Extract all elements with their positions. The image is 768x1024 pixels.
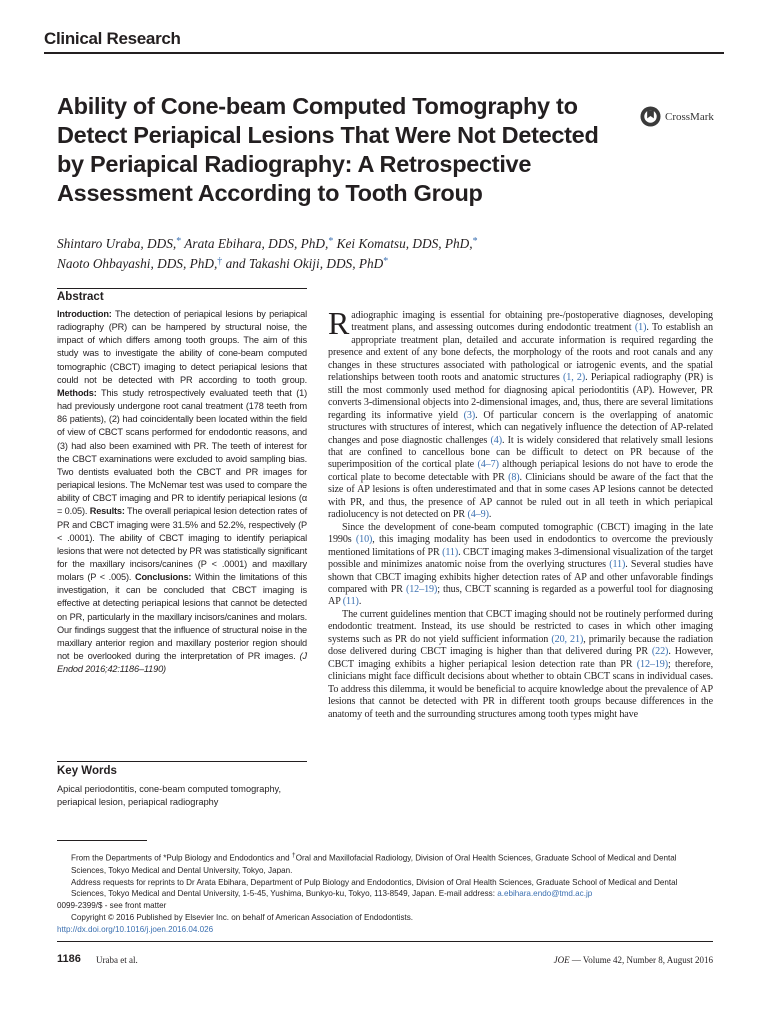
author-separator: and [222, 256, 249, 271]
journal-name: JOE [553, 955, 570, 965]
body-text-run: , this imaging modality has been used in endodontics to overcome the previously mentioned limitations of PR [328, 534, 713, 558]
crossmark-label: CrossMark [665, 110, 714, 123]
body-text-run: . [488, 509, 492, 521]
email-link[interactable]: a.ebihara.endo@tmd.ac.jp [497, 889, 593, 899]
body-text-run: . [358, 596, 362, 608]
paragraph-content [328, 522, 713, 608]
reference-link[interactable]: (8) [508, 471, 520, 483]
reference-link[interactable]: (4–9) [467, 509, 489, 521]
body-text-run: . Clinicians should be aware of the fact that the size of AP lesions is often underestimated and that in some cases AP lesions cannot be detected with PR, and thus, the presence of AP cannot be ruled out in all teeth in which periapical radiolucency is not detected on PR [328, 471, 714, 521]
footnote-reprint [57, 877, 713, 901]
reference-link[interactable]: (12–19) [636, 658, 669, 670]
body-text-run: ; therefore, clinicians might face difficult decisions about whether to obtain CBCT scans in individual cases. To address this dilemma, it would be beneficial to acquire knowledge about the prevalence of AP lesions that cannot be detected with PR in different tooth groups because differences in the anatomy of teeth and the surrounding structures among tooth types might have [328, 658, 713, 720]
crossmark-icon [640, 106, 661, 127]
article-title: Ability of Cone-beam Computed Tomography to Detect Periapical Lesions That Were Not Detected by Periapical Radiography: A Retrospective Assessment According to Tooth Group [57, 93, 599, 206]
abstract-conclusions: Within the limitations of this investigation, it can be concluded that CBCT imaging is effective at detecting periapical lesions that cannot be detected on PR, particularly in the maxillary incisors/canines and molars. Our findings suggest that the influence of structural noise in the maxillary anterior region and maxillary posterior region should not be overlooked during the interpretation of PR images. [57, 572, 307, 662]
reference-link[interactable]: (11) [609, 559, 626, 571]
abstract-rule [57, 288, 307, 289]
reference-link[interactable]: (1, 2) [562, 372, 586, 384]
reference-link[interactable]: (3) [463, 409, 476, 421]
footnote-rule [57, 840, 147, 841]
reference-link[interactable]: (10) [355, 534, 373, 546]
abstract-intro: The detection of periapical lesions by periapical radiography (PR) can be hampered by structural noise, the impact of which differs among tooth groups. The aim of this study was to investigate the ability of cone-beam computed tomographic (CBCT) imaging to detect periapical lesions that could not be detected with PR according to tooth group. [57, 309, 307, 385]
footnote-affiliation [57, 850, 713, 877]
author-name: Shintaro Uraba, DDS, [57, 236, 177, 251]
author-affiliation-mark: † [217, 256, 223, 267]
body-text-run: adiographic imaging is essential for obtaining pre-/postoperative diagnoses, developing treatment plans, and assessing outcomes during endodontic treatment [351, 310, 713, 334]
reference-link[interactable]: (22) [651, 646, 669, 658]
reference-link[interactable]: (12–19) [405, 583, 438, 595]
keywords-list: Apical periodontitis, cone-beam computed tomography, periapical lesion, periapical radiography [57, 784, 282, 808]
author-affiliation-mark: * [383, 256, 389, 267]
keywords-heading: Key Words [57, 765, 117, 777]
body-text-run: , primarily because the radiation dose delivered during CBCT imaging is higher than that delivered during PR [328, 633, 713, 658]
body-text-run: Since the development of cone-beam computed tomographic (CBCT) imaging in the late 1990s [328, 521, 713, 546]
article-body [328, 305, 714, 721]
affiliation-mark: † [291, 852, 296, 859]
abstract-body [57, 308, 307, 676]
author-affiliation-mark: * [328, 236, 334, 247]
journal-info [554, 955, 713, 965]
reference-link[interactable]: (4) [490, 434, 502, 446]
reference-link[interactable]: (20, 21) [551, 633, 584, 645]
abstract-results: The overall periapical lesion detection rates of PR and CBCT imaging were 31.5% and 52.2%, respectively (P < .0001). The ability of CBCT imaging to identify periapical lesions that were not detected by PR was statistically significant for the maxillary incisors/canines (P < .0001) and maxillary molars (P < .005). [57, 506, 307, 583]
body-paragraph [328, 305, 714, 522]
journal-volume: — Volume 42, Number 8, August 2016 [569, 955, 713, 965]
paragraph-content [328, 609, 713, 720]
drop-cap: R [328, 305, 350, 341]
body-text-run: . CBCT imaging makes 3-dimensional visualization of the target possible and minimizes anatomic noise from the overlying structures [328, 546, 714, 571]
affiliation-text: From the Departments of *Pulp Biology and Endodontics and [71, 853, 292, 863]
reprint-text: Address requests for reprints to Dr Arata Ebihara, Department of Pulp Biology and Endodontics, Division of Oral Health Sciences, Graduate School of Medical and Dental Sciences, Tokyo Medical and Dental University, 1-5-45, Yushima, Bunkyo-ku, Tokyo, 113-8549, Japan. E-mail address: [71, 877, 678, 899]
author-name: Arata Ebihara, DDS, PhD, [184, 236, 329, 251]
section-label: Clinical Research [44, 29, 181, 48]
crossmark-badge[interactable] [640, 106, 714, 127]
reference-link[interactable]: (4–7) [477, 459, 499, 471]
keywords-rule [57, 761, 307, 762]
body-text-run: . It is widely considered that relatively small lesions that are confined to cancellous bone can be difficult to detect on PR because of the superimposition of the cortical plate [328, 434, 714, 471]
reference-link[interactable]: (11) [342, 596, 359, 608]
doi-link[interactable]: http://dx.doi.org/10.1016/j.joen.2016.04.026 [57, 925, 214, 935]
footer-rule [57, 941, 713, 942]
affiliation-text: Oral and Maxillofacial Radiology, Division of Oral Health Sciences, Graduate School of Medical and Dental Sciences, Tokyo Medical and Dental University, Tokyo, Japan. [71, 853, 677, 875]
body-text-run: . To establish an appropriate treatment plan, detailed and accurate information is required regarding the presence and extent of any bone defects, the morphology of the roots and root canals and any changes in these structures associated with pathological or iatrogenic events, and the spatial relationships between tooth roots and anatomic structures [328, 322, 713, 384]
abstract-methods: This study retrospectively evaluated teeth that (1) had previously undergone root canal treatment (178 teeth from 86 patients), (2) had coincidentally been located within the field of view of CBCT scans performed for endodontic reasons, and (3) had also been examined with PR. The teeth of interest for the CBCT examinations were excluded to avoid sampling bias. Two dentists evaluated both the CBCT and PR images for periapical lesions. The McNemar test was used to compare the ability of CBCT imaging and PR to identify periapical lesions (α = 0.05). [57, 387, 307, 517]
abstract-heading: Abstract [57, 291, 104, 303]
body-paragraph [328, 609, 713, 721]
reference-link[interactable]: (11) [442, 546, 459, 558]
page-number: 1186 [57, 953, 81, 965]
reference-link[interactable]: (1) [634, 322, 647, 334]
author-name: Naoto Ohbayashi, DDS, PhD, [57, 256, 218, 271]
abstract-intro-label: Introduction: [57, 309, 112, 319]
body-text-run: . Of particular concern is the overlapping of anatomic structures with structures of interest, which can negatively influence the detection of AP-related changes and pose diagnostic challenges [328, 409, 713, 446]
abstract-conclusions-label: Conclusions: [134, 572, 192, 583]
footnote [57, 850, 713, 936]
author-list [57, 233, 677, 273]
abstract-citation: (J Endod 2016;42:1186–1190) [57, 651, 307, 675]
body-text-run: ; thus, CBCT scanning is regarded as a powerful tool for diagnosing AP [328, 583, 713, 608]
body-text-run: . Several studies have shown that CBCT imaging exhibits higher detection rates of AP and other unfavorable findings compared with PR [328, 559, 713, 595]
author-name: Kei Komatsu, DDS, PhD, [336, 236, 473, 251]
author-name: Takashi Okiji, DDS, PhD [248, 256, 384, 271]
body-paragraph [328, 522, 713, 609]
running-author: Uraba et al. [96, 955, 138, 965]
footnote-issn: 0099-2399/$ - see front matter [57, 901, 167, 911]
body-text-run: . However, CBCT imaging exhibits a higher periapical lesion detection rate than PR [328, 646, 714, 670]
body-text-run: . Periapical radiography (PR) is still the most commonly used method for diagnosing apical periodontitis (AP). However, PR converts 3-dimensional objects into 2-dimensional images, and, thus, there are several limitations regarding its informative yield [328, 372, 714, 421]
abstract-results-label: Results: [89, 506, 125, 517]
author-affiliation-mark: * [176, 236, 182, 247]
section-rule [44, 52, 724, 54]
author-affiliation-mark: * [472, 236, 478, 247]
body-text-run: although periapical lesions do not have to erode the cortical plate to become detectable with PR [328, 459, 713, 483]
paragraph-content [328, 305, 714, 521]
body-text-run: The current guidelines mention that CBCT imaging should not be routinely performed during endodontic treatment. Instead, its use should be restricted to cases in which other imaging systems such as PR do not yield sufficient information [328, 608, 713, 645]
footnote-copyright: Copyright © 2016 Published by Elsevier Inc. on behalf of American Association of Endodontists. [71, 913, 414, 923]
abstract-methods-label: Methods: [57, 387, 97, 398]
